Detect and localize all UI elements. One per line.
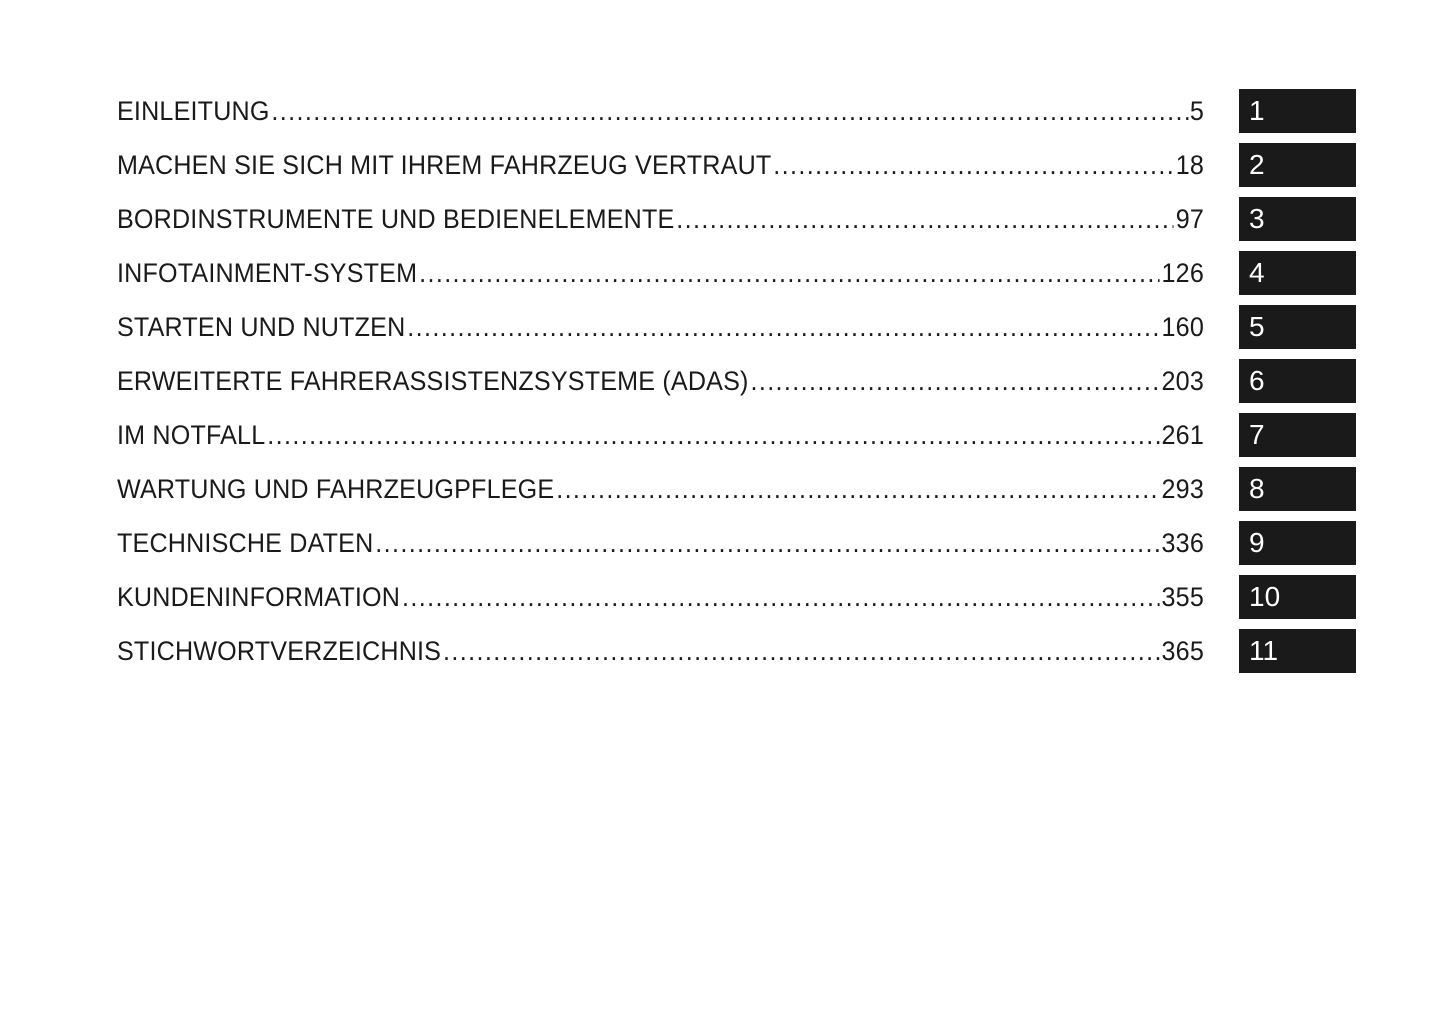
- chapter-tab[interactable]: 9: [1239, 521, 1356, 565]
- table-of-contents: [117, 89, 1356, 683]
- toc-entry-kundeninformation[interactable]: [117, 575, 1356, 619]
- toc-entry-page: 18: [1175, 149, 1204, 180]
- toc-leader-dots: [271, 96, 1188, 127]
- toc-entry-title: KUNDENINFORMATION: [117, 581, 401, 612]
- toc-leader-dots: [375, 528, 1159, 559]
- toc-entry-notfall[interactable]: [117, 413, 1356, 457]
- chapter-tab[interactable]: 1: [1239, 89, 1356, 133]
- toc-entry-title: BORDINSTRUMENTE UND BEDIENELEMENTE: [117, 203, 675, 234]
- toc-entry-fahrzeug-vertraut[interactable]: [117, 143, 1356, 187]
- chapter-tab[interactable]: 2: [1239, 143, 1356, 187]
- toc-entry-page: 160: [1161, 311, 1204, 342]
- toc-entry-page: 365: [1161, 635, 1204, 666]
- toc-entry-infotainment[interactable]: [117, 251, 1356, 295]
- chapter-tab[interactable]: 6: [1239, 359, 1356, 403]
- toc-entry-page: 293: [1161, 473, 1204, 504]
- toc-entry-title: WARTUNG UND FAHRZEUGPFLEGE: [117, 473, 555, 504]
- chapter-tab[interactable]: 3: [1239, 197, 1356, 241]
- toc-leader-dots: [267, 420, 1159, 451]
- toc-entry-adas[interactable]: [117, 359, 1356, 403]
- toc-leader-dots: [407, 312, 1159, 343]
- toc-entry-page: 5: [1189, 95, 1204, 126]
- toc-entry-page: 203: [1161, 365, 1204, 396]
- toc-entry-title: INFOTAINMENT-SYSTEM: [117, 257, 418, 288]
- toc-entry-einleitung[interactable]: [117, 89, 1356, 133]
- chapter-tab[interactable]: 11: [1239, 629, 1356, 673]
- toc-leader-dots: [750, 366, 1159, 397]
- chapter-tab[interactable]: 4: [1239, 251, 1356, 295]
- toc-entry-title: EINLEITUNG: [117, 95, 270, 126]
- toc-entry-page: 355: [1161, 581, 1204, 612]
- toc-entry-title: TECHNISCHE DATEN: [117, 527, 374, 558]
- toc-leader-dots: [443, 636, 1160, 667]
- toc-entry-title: IM NOTFALL: [117, 419, 266, 450]
- toc-entry-title: STARTEN UND NUTZEN: [117, 311, 406, 342]
- toc-leader-dots: [402, 582, 1160, 613]
- toc-entry-wartung[interactable]: [117, 467, 1356, 511]
- toc-leader-dots: [419, 258, 1160, 289]
- chapter-tab[interactable]: 5: [1239, 305, 1356, 349]
- toc-entry-stichwortverzeichnis[interactable]: [117, 629, 1356, 673]
- toc-entry-title: STICHWORTVERZEICHNIS: [117, 635, 442, 666]
- toc-entry-technische-daten[interactable]: [117, 521, 1356, 565]
- toc-entry-page: 126: [1161, 257, 1204, 288]
- toc-entry-page: 336: [1161, 527, 1204, 558]
- toc-leader-dots: [676, 204, 1174, 235]
- toc-entry-page: 97: [1175, 203, 1204, 234]
- toc-leader-dots: [556, 474, 1159, 505]
- chapter-tab[interactable]: 7: [1239, 413, 1356, 457]
- toc-entry-title: ERWEITERTE FAHRERASSISTENZSYSTEME (ADAS): [117, 365, 749, 396]
- toc-entry-title: MACHEN SIE SICH MIT IHREM FAHRZEUG VERTRAUT: [117, 149, 772, 180]
- toc-leader-dots: [773, 150, 1174, 181]
- toc-entry-starten[interactable]: [117, 305, 1356, 349]
- chapter-tab[interactable]: 10: [1239, 575, 1356, 619]
- chapter-tab[interactable]: 8: [1239, 467, 1356, 511]
- toc-entry-bordinstrumente[interactable]: [117, 197, 1356, 241]
- toc-entry-page: 261: [1161, 419, 1204, 450]
